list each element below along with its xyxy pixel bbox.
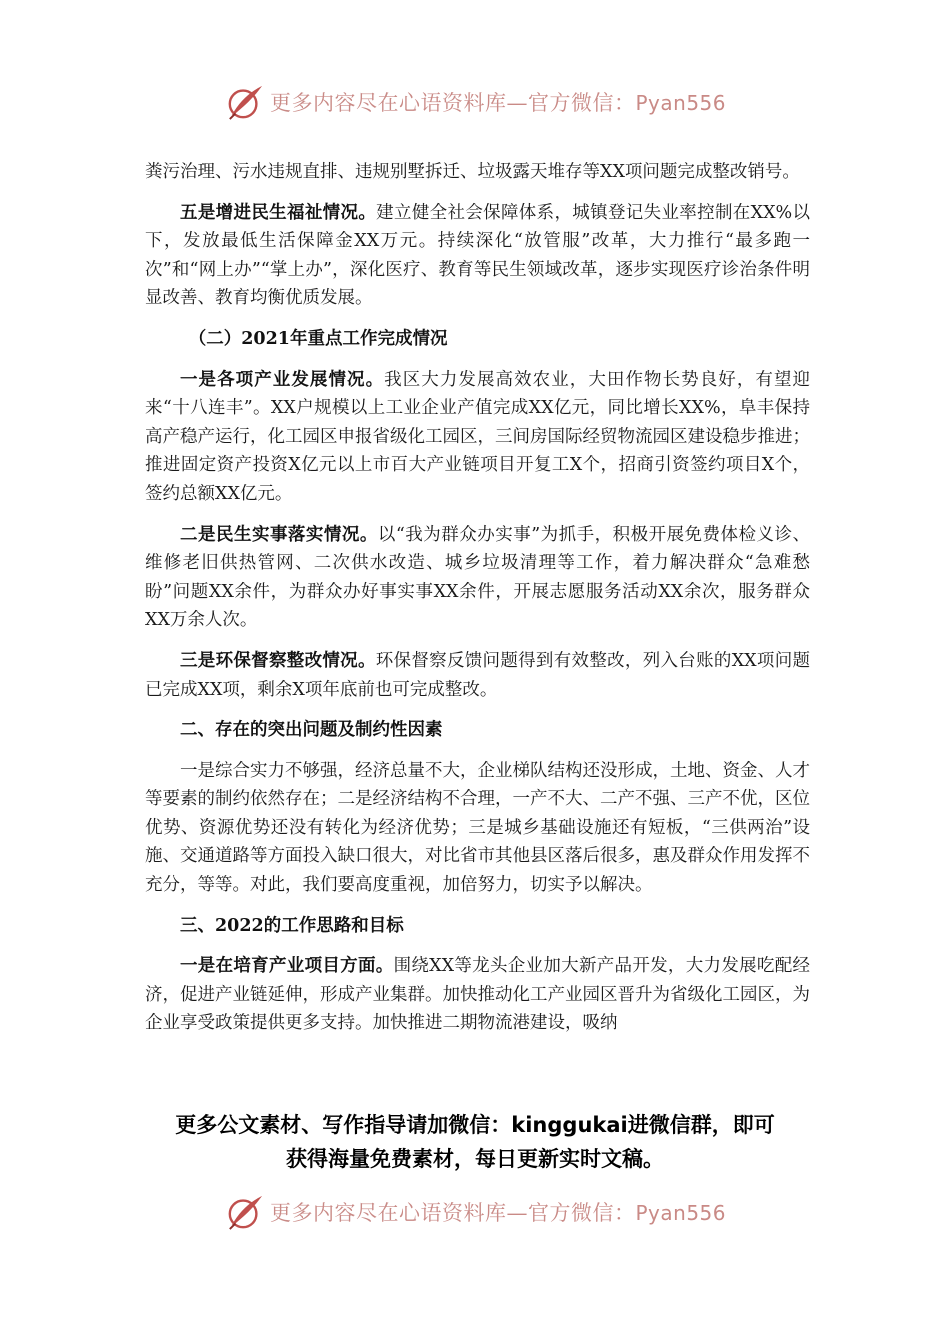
- quill-logo-icon: [226, 83, 264, 121]
- paragraph: 五是增进民生福祉情况。建立健全社会保障体系，城镇登记失业率控制在XX%以下，发放最低生活保障金XX万元。持续深化“放管服”改革，大力推行“最多跑一次”和“网上办”“掌上办”，深化医疗、教育等民生领域改革，逐步实现医疗诊治条件明显改善、教育均衡优质发展。: [145, 202, 811, 309]
- section-heading: （二）2021年重点工作完成情况: [188, 328, 448, 349]
- promo-line-2: 获得海量免费素材，每日更新实时文稿。: [286, 1147, 664, 1171]
- promo-notice: [60, 1108, 890, 1176]
- watermark-text: 更多内容尽在心语资料库—官方微信：Pyan556: [270, 91, 727, 115]
- document-body: [145, 158, 810, 1050]
- watermark-banner-bottom: [226, 1190, 746, 1234]
- section-heading: 三、2022的工作思路和目标: [180, 915, 404, 936]
- paragraph: 一是综合实力不够强，经济总量不大，企业梯队结构还没形成，土地、资金、人才等要素的制约依然存在；二是经济结构不合理，一产不大、二产不强、三产不优，区位优势、资源优势还没有转化为经济优势；三是城乡基础设施还有短板，“三供两治”设施、交通道路等方面投入缺口很大，对比省市其他县区落后很多，惠及群众作用发挥不充分，等等。对此，我们要高度重视，加倍努力，切实予以解决。: [145, 760, 810, 896]
- quill-logo-icon: [226, 1193, 264, 1231]
- paragraph: 二是民生实事落实情况。以“我为群众办实事”为抓手，积极开展免费体检义诊、维修老旧供热管网、二次供水改造、城乡垃圾清理等工作，着力解决群众“急难愁盼”问题XX余件，为群众办好事实事XX余件，开展志愿服务活动XX余次，服务群众XX万余人次。: [145, 524, 810, 631]
- paragraph: 三是环保督察整改情况。环保督察反馈问题得到有效整改，列入台账的XX项问题已完成XX项，剩余X项年底前也可完成整改。: [145, 650, 810, 700]
- section-heading: 二、存在的突出问题及制约性因素: [180, 720, 443, 741]
- paragraph: 一是各项产业发展情况。我区大力发展高效农业，大田作物长势良好，有望迎来“十八连丰”。XX户规模以上工业企业产值完成XX亿元，同比增长XX%，阜丰保持高产稳产运行，化工园区申报省级化工园区，三间房国际经贸物流园区建设稳步推进；推进固定资产投资X亿元以上市百大产业链项目开复工X个，招商引资签约项目X个，签约总额XX亿元。: [145, 369, 811, 504]
- watermark-text: 更多内容尽在心语资料库—官方微信：Pyan556: [270, 1201, 727, 1225]
- paragraph: 粪污治理、污水违规直排、违规别墅拆迁、垃圾露天堆存等XX项问题完成整改销号。: [145, 162, 800, 182]
- promo-line-1: 更多公文素材、写作指导请加微信：kinggukai进微信群，即可: [175, 1113, 775, 1137]
- watermark-banner-top: [226, 80, 746, 124]
- paragraph: 一是在培育产业项目方面。围绕XX等龙头企业加大新产品开发，大力发展吃配经济，促进产业链延伸，形成产业集群。加快推动化工产业园区晋升为省级化工园区，为企业享受政策提供更多支持。加快推进二期物流港建设，吸纳: [145, 956, 810, 1034]
